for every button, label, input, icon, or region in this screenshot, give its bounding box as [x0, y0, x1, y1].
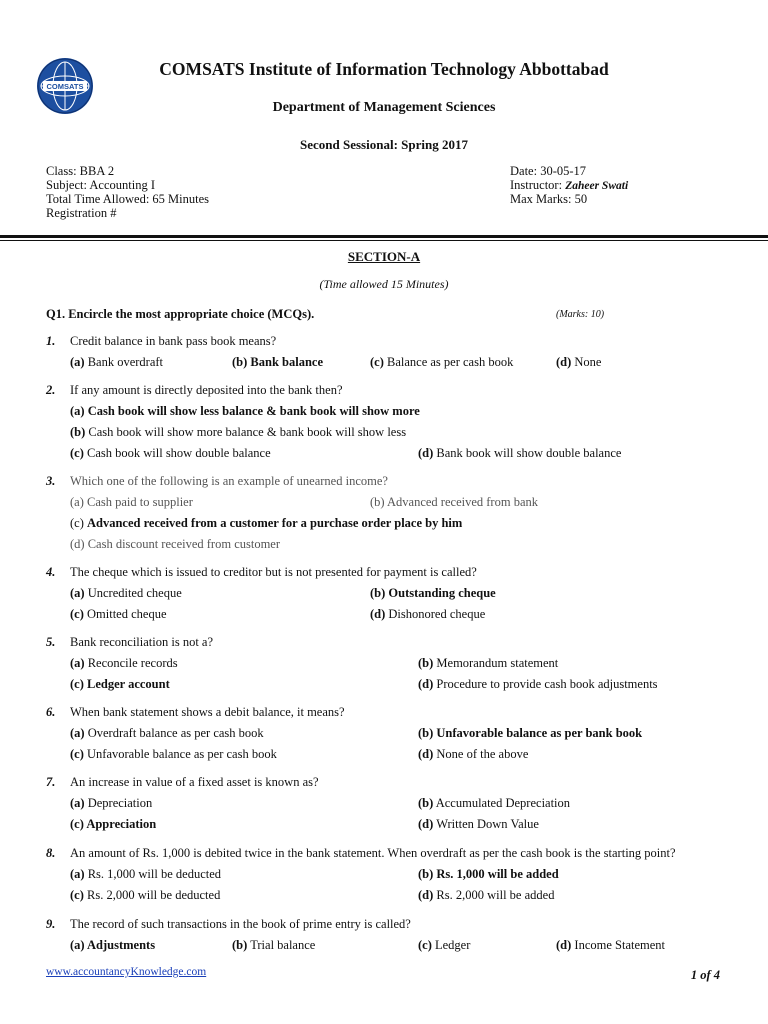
question-number: 7.: [46, 775, 56, 789]
q5-option-c: (c) Ledger account: [70, 677, 170, 691]
institute-title: COMSATS Institute of Information Technology Abbottabad: [159, 59, 609, 79]
q9-option-a: (a) Adjustments: [70, 938, 156, 952]
q8-option-c: (c) Rs. 2,000 will be deducted: [70, 888, 221, 902]
q8-option-a: (a) Rs. 1,000 will be deducted: [70, 867, 222, 881]
instructor-info: [510, 178, 628, 193]
q1-marks: (Marks: 10): [556, 309, 605, 320]
question-text: Credit balance in bank pass book means?: [70, 334, 277, 348]
q9-option-b: (b) Trial balance: [232, 938, 316, 952]
question-text: The record of such transactions in the book of prime entry is called?: [70, 917, 411, 931]
q4-option-a: (a) Uncredited cheque: [70, 586, 182, 600]
question-text: An increase in value of a fixed asset is known as?: [70, 775, 319, 789]
registration-info: Registration #: [46, 206, 117, 220]
question-number: 4.: [46, 565, 56, 579]
q9-option-d: (d) Income Statement: [556, 938, 666, 952]
q1-option-d: (d) None: [556, 355, 602, 369]
q7-option-d: (d) Written Down Value: [418, 817, 539, 831]
q4-option-b: (b) Outstanding cheque: [370, 586, 496, 600]
header-divider-thin: [0, 240, 768, 241]
q6-option-c: (c) Unfavorable balance as per cash book: [70, 747, 277, 761]
max-marks-info: Max Marks: 50: [510, 192, 588, 206]
q1-instruction: Q1. Encircle the most appropriate choice (MCQs).: [46, 307, 315, 321]
q5-option-a: (a) Reconcile records: [70, 656, 178, 670]
department-title: Department of Management Sciences: [272, 100, 496, 115]
question-number: 3.: [46, 474, 56, 488]
question-number: 1.: [46, 334, 56, 348]
q2-option-b: (b) Cash book will show more balance & bank book will show less: [70, 425, 407, 439]
q2-option-c: (c) Cash book will show double balance: [70, 446, 271, 460]
q3-option-d: (d) Cash discount received from customer: [70, 537, 281, 551]
exam-title: Second Sessional: Spring 2017: [300, 137, 468, 152]
question-text: Bank reconciliation is not a?: [70, 635, 214, 649]
q9-option-c: (c) Ledger: [418, 938, 471, 952]
question-text: If any amount is directly deposited into the bank then?: [70, 383, 343, 397]
instructor-label: Instructor:: [510, 178, 566, 192]
q7-option-b: (b) Accumulated Depreciation: [418, 796, 571, 810]
question-text: The cheque which is issued to creditor but is not presented for payment is called?: [70, 565, 477, 579]
q7-option-c: (c) Appreciation: [70, 817, 157, 831]
date-info: Date: 30-05-17: [510, 164, 587, 178]
q8-option-d: (d) Rs. 2,000 will be added: [418, 888, 555, 902]
question-text: Which one of the following is an example of unearned income?: [70, 474, 388, 488]
q2-option-d: (d) Bank book will show double balance: [418, 446, 622, 460]
q5-option-b: (b) Memorandum statement: [418, 656, 559, 670]
q1-option-c: (c) Balance as per cash book: [370, 355, 514, 369]
q8-option-b: (b) Rs. 1,000 will be added: [418, 867, 559, 881]
q3-option-a: (a) Cash paid to supplier: [70, 495, 193, 509]
question-number: 8.: [46, 846, 56, 860]
q3-option-b: (b) Advanced received from bank: [370, 495, 538, 509]
question-text: An amount of Rs. 1,000 is debited twice in the bank statement. When overdraft as per the cash book is the starting point?: [70, 846, 676, 860]
q6-option-a: (a) Overdraft balance as per cash book: [70, 726, 264, 740]
q7-option-a: (a) Depreciation: [70, 796, 153, 810]
q6-option-d: (d) None of the above: [418, 747, 529, 761]
instructor-name: Zaheer Swati: [565, 180, 629, 192]
subject-info: Subject: Accounting I: [46, 178, 156, 192]
question-number: 9.: [46, 917, 56, 931]
class-info: Class: BBA 2: [46, 164, 115, 178]
q1-option-a: (a) Bank overdraft: [70, 355, 164, 369]
svg-text:COMSATS: COMSATS: [46, 82, 84, 91]
section-time: (Time allowed 15 Minutes): [319, 277, 449, 291]
q4-option-c: (c) Omitted cheque: [70, 607, 167, 621]
question-number: 2.: [46, 383, 56, 397]
q3-option-c: (c) Advanced received from a customer for a purchase order place by him: [70, 516, 463, 530]
header-divider-thick: [0, 235, 768, 238]
question-text: When bank statement shows a debit balance, it means?: [70, 705, 345, 719]
q2-option-a: (a) Cash book will show less balance & bank book will show more: [70, 404, 420, 418]
q4-option-d: (d) Dishonored cheque: [370, 607, 486, 621]
page-number: 1 of 4: [690, 968, 720, 982]
question-number: 6.: [46, 705, 56, 719]
q6-option-b: (b) Unfavorable balance as per bank book: [418, 726, 643, 740]
time-info: Total Time Allowed: 65 Minutes: [46, 192, 210, 206]
question-number: 5.: [46, 635, 56, 649]
footer-website-link[interactable]: www.accountancyKnowledge.com: [46, 966, 207, 978]
q5-option-d: (d) Procedure to provide cash book adjustments: [418, 677, 658, 691]
q1-option-b: (b) Bank balance: [232, 355, 323, 369]
section-title: SECTION-A: [347, 249, 421, 264]
